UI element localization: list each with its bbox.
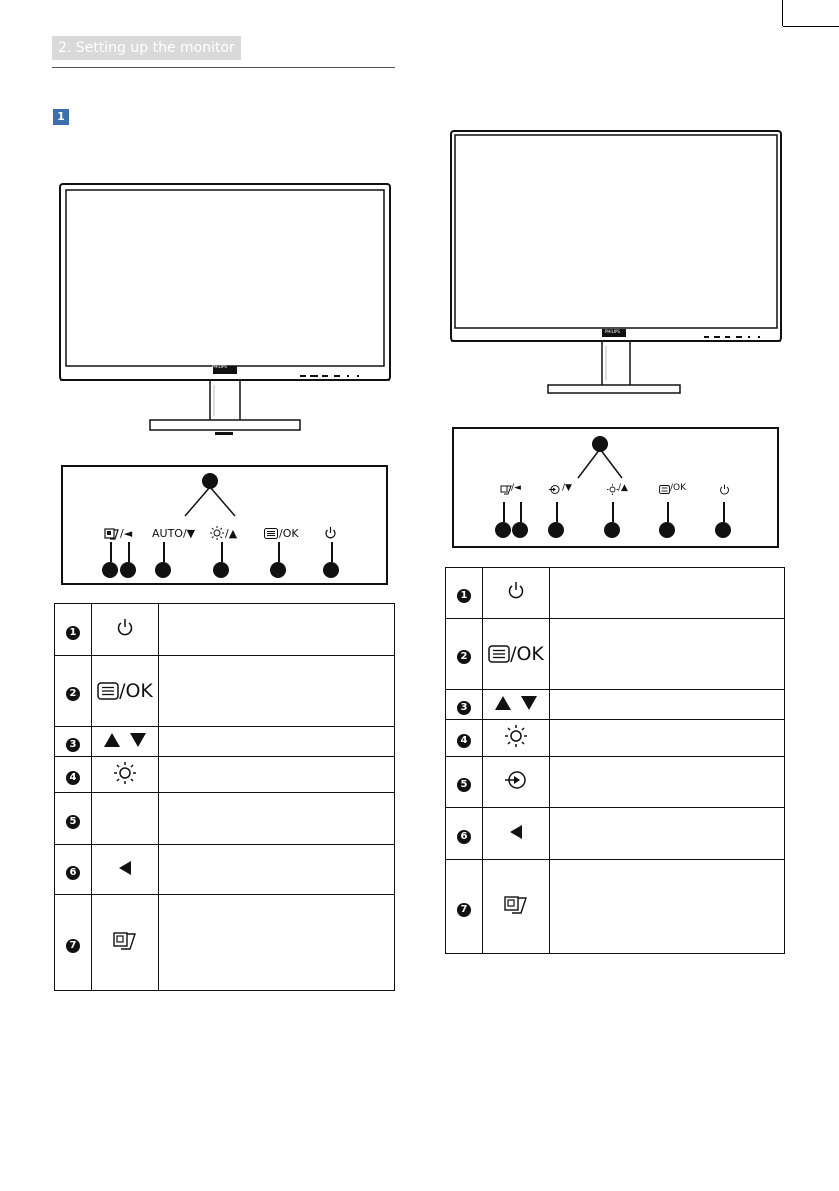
section-title: 2. Setting up the monitor: [52, 36, 241, 60]
leader-line: [503, 502, 505, 522]
row-number: 4: [457, 734, 471, 748]
left-key-table: [54, 603, 395, 991]
table-row: [446, 860, 785, 954]
up-down-arrows-icon: [494, 695, 538, 711]
left-arrow-icon: [509, 824, 523, 840]
callout-dot: [102, 562, 118, 578]
power-icon: [507, 581, 525, 601]
left-auto-label: AUTO/▼: [152, 527, 196, 540]
description-cell: [159, 895, 395, 991]
table-row: [55, 757, 395, 793]
description-cell: [159, 757, 395, 793]
brightness-icon: [210, 526, 224, 540]
smartimage-icon: [104, 527, 120, 541]
right-key-table: [445, 567, 785, 954]
callout-dot: [120, 562, 136, 578]
left-menu-ok-label: /OK: [279, 527, 299, 540]
empty-icon-cell: [92, 793, 159, 845]
table-row: [55, 895, 395, 991]
ok-label: /OK: [119, 680, 153, 702]
callout-dot: [155, 562, 171, 578]
callout-dot: [548, 522, 564, 538]
right-monitor-illustration: [448, 128, 784, 400]
power-icon: [116, 618, 134, 638]
leader-line: [163, 542, 165, 562]
section-divider: [52, 67, 395, 68]
callout-dot: [213, 562, 229, 578]
description-cell: [550, 568, 785, 619]
description-cell: [550, 757, 785, 808]
callout-dot: [659, 522, 675, 538]
leader-line: [612, 502, 614, 522]
callout-dot: [323, 562, 339, 578]
leader-line: [556, 502, 558, 522]
table-row: [55, 727, 395, 757]
left-brightness-label: /▲: [225, 527, 238, 540]
leader-line: [667, 502, 669, 522]
ok-label: /OK: [510, 643, 544, 665]
description-cell: [550, 808, 785, 860]
table-row: [446, 757, 785, 808]
table-row: [55, 845, 395, 895]
smartimage-icon: [112, 930, 138, 952]
brightness-icon: [607, 484, 618, 495]
left-monitor-logo: PHILIPS: [212, 364, 227, 369]
description-cell: [159, 656, 395, 727]
table-row: [446, 808, 785, 860]
leader-line: [723, 502, 725, 522]
row-number: 6: [457, 830, 471, 844]
description-cell: [159, 727, 395, 757]
row-number: 1: [457, 589, 471, 603]
callout-lines: [165, 482, 255, 522]
up-down-arrows-icon: [103, 732, 147, 748]
description-cell: [550, 720, 785, 757]
input-source-icon: [504, 769, 528, 791]
table-row: [446, 690, 785, 720]
description-cell: [550, 860, 785, 954]
description-cell: [159, 604, 395, 656]
leader-line: [110, 542, 112, 562]
menu-icon: [97, 682, 119, 700]
row-number: 7: [66, 939, 80, 953]
leader-line: [331, 542, 333, 562]
right-monitor-logo: PHILIPS: [605, 329, 620, 334]
right-input-left-label: /◄: [511, 483, 521, 493]
callout-dot: [512, 522, 528, 538]
crop-mark-horizontal: [783, 26, 839, 27]
right-brightness-up-label: /▲: [618, 483, 628, 493]
left-input-label: /◄: [120, 527, 133, 540]
description-cell: [550, 690, 785, 720]
row-number: 5: [457, 778, 471, 792]
power-icon: [324, 526, 337, 540]
description-cell: [550, 619, 785, 690]
brightness-icon: [114, 762, 136, 784]
row-number: 4: [66, 771, 80, 785]
callout-dot: [270, 562, 286, 578]
table-row: [446, 619, 785, 690]
description-cell: [159, 793, 395, 845]
left-arrow-icon: [118, 860, 132, 876]
row-number: 3: [66, 738, 80, 752]
right-menu-ok-label: /OK: [670, 483, 687, 493]
step-badge: 1: [53, 109, 69, 125]
leader-line: [221, 542, 223, 562]
power-icon: [719, 484, 730, 495]
description-cell: [159, 845, 395, 895]
brightness-icon: [505, 725, 527, 747]
callout-dot: [715, 522, 731, 538]
table-row: [55, 656, 395, 727]
row-number: 3: [457, 701, 471, 715]
leader-line: [278, 542, 280, 562]
callout-dot: [495, 522, 511, 538]
menu-icon: [659, 485, 670, 494]
table-row: [55, 604, 395, 656]
row-number: 6: [66, 866, 80, 880]
row-number: 5: [66, 815, 80, 829]
table-row: [55, 793, 395, 845]
leader-line: [520, 502, 522, 522]
monitor-front-view: [60, 184, 390, 435]
callout-lines: [560, 444, 640, 484]
smartimage-icon: [503, 894, 529, 916]
row-number: 2: [457, 650, 471, 664]
input-source-icon: [549, 484, 560, 495]
table-row: [446, 720, 785, 757]
menu-icon: [264, 528, 278, 539]
callout-dot: [604, 522, 620, 538]
crop-mark-vertical: [782, 0, 783, 26]
left-monitor-illustration: [55, 180, 395, 440]
table-row: [446, 568, 785, 619]
row-number: 1: [66, 626, 80, 640]
monitor-front-view: [451, 131, 781, 393]
row-number: 2: [66, 687, 80, 701]
menu-icon: [488, 645, 510, 663]
right-input-down-label: /▼: [562, 483, 572, 493]
leader-line: [128, 542, 130, 562]
row-number: 7: [457, 903, 471, 917]
